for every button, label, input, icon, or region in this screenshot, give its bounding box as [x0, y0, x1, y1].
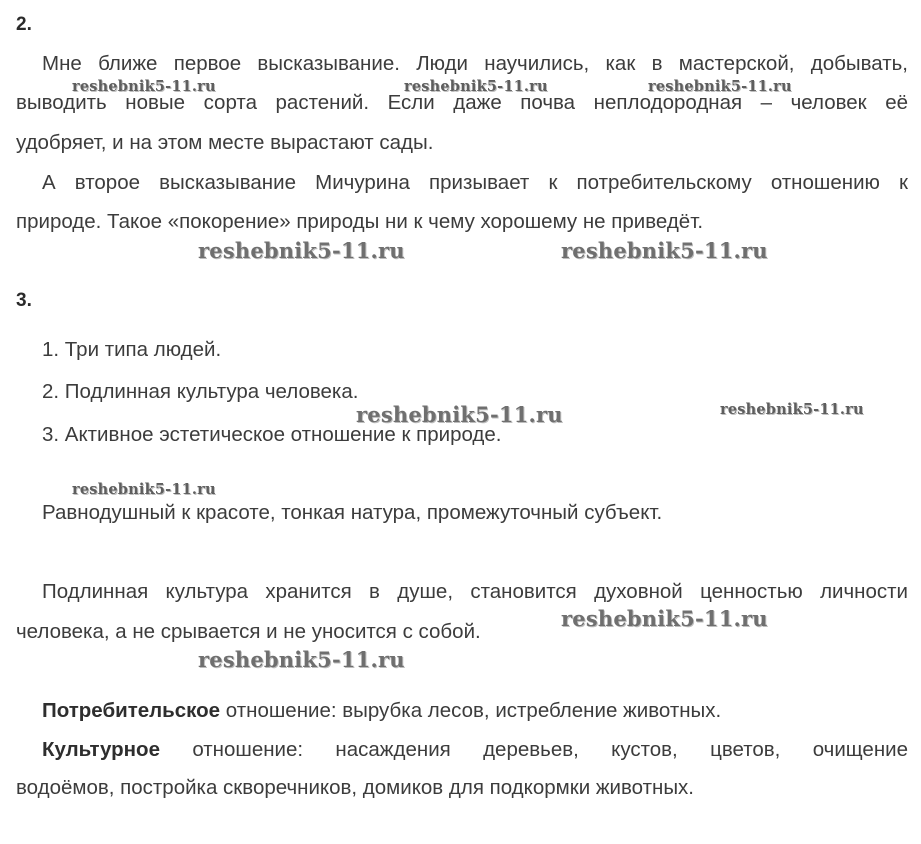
culture-line2: человека, а не срывается и не уносится с собой.	[16, 620, 481, 643]
section-number-2: 2.	[16, 14, 32, 35]
cultural-desc: отношение: насаждения деревьев, кустов, цветов, очищение	[159, 738, 908, 761]
answer2-line1: Мне ближе первое высказывание. Люди научились, как в мастерской, добывать,	[42, 52, 908, 75]
list-item-2: 2. Подлинная культура человека.	[42, 380, 359, 403]
people-types-text: Равнодушный к красоте, тонкая натура, промежуточный субъект.	[42, 501, 663, 524]
answer2-p2-line1: А второе высказывание Мичурина призывает к потребительскому отношению к	[42, 171, 908, 194]
list-item-1: 1. Три типа людей.	[42, 338, 222, 361]
watermark: reshebnik5-11.ru	[356, 402, 563, 427]
answer2-p2-line2: природе. Такое «покорение» природы ни к чему хорошему не приведёт.	[16, 210, 704, 233]
cultural-attitude-line2: водоёмов, постройка скворечников, домиков для подкормки животных.	[16, 776, 695, 799]
watermark: reshebnik5-11.ru	[72, 78, 216, 95]
watermark: reshebnik5-11.ru	[561, 606, 768, 631]
answer2-line3: удобряет, и на этом месте вырастают сады.	[16, 131, 434, 154]
answer2-line2: выводить новые сорта растений. Если даже почва неплодородная – человек её	[16, 91, 908, 114]
watermark: reshebnik5-11.ru	[720, 401, 864, 418]
cultural-term: Культурное	[42, 738, 160, 761]
consumer-term: Потребительское	[42, 699, 221, 722]
list-item-3: 3. Активное эстетическое отношение к природе.	[42, 423, 502, 446]
consumer-attitude	[42, 699, 721, 723]
section-number-3: 3.	[16, 290, 32, 311]
culture-line1: Подлинная культура хранится в душе, становится духовной ценностью личности	[42, 580, 908, 603]
watermark: reshebnik5-11.ru	[404, 78, 548, 95]
watermark: reshebnik5-11.ru	[648, 78, 792, 95]
watermark: reshebnik5-11.ru	[72, 481, 216, 498]
cultural-attitude-line1	[42, 738, 908, 762]
watermark: reshebnik5-11.ru	[561, 238, 768, 263]
consumer-desc: отношение: вырубка лесов, истребление животных.	[220, 699, 722, 722]
watermark: reshebnik5-11.ru	[198, 647, 405, 672]
watermark: reshebnik5-11.ru	[198, 238, 405, 263]
